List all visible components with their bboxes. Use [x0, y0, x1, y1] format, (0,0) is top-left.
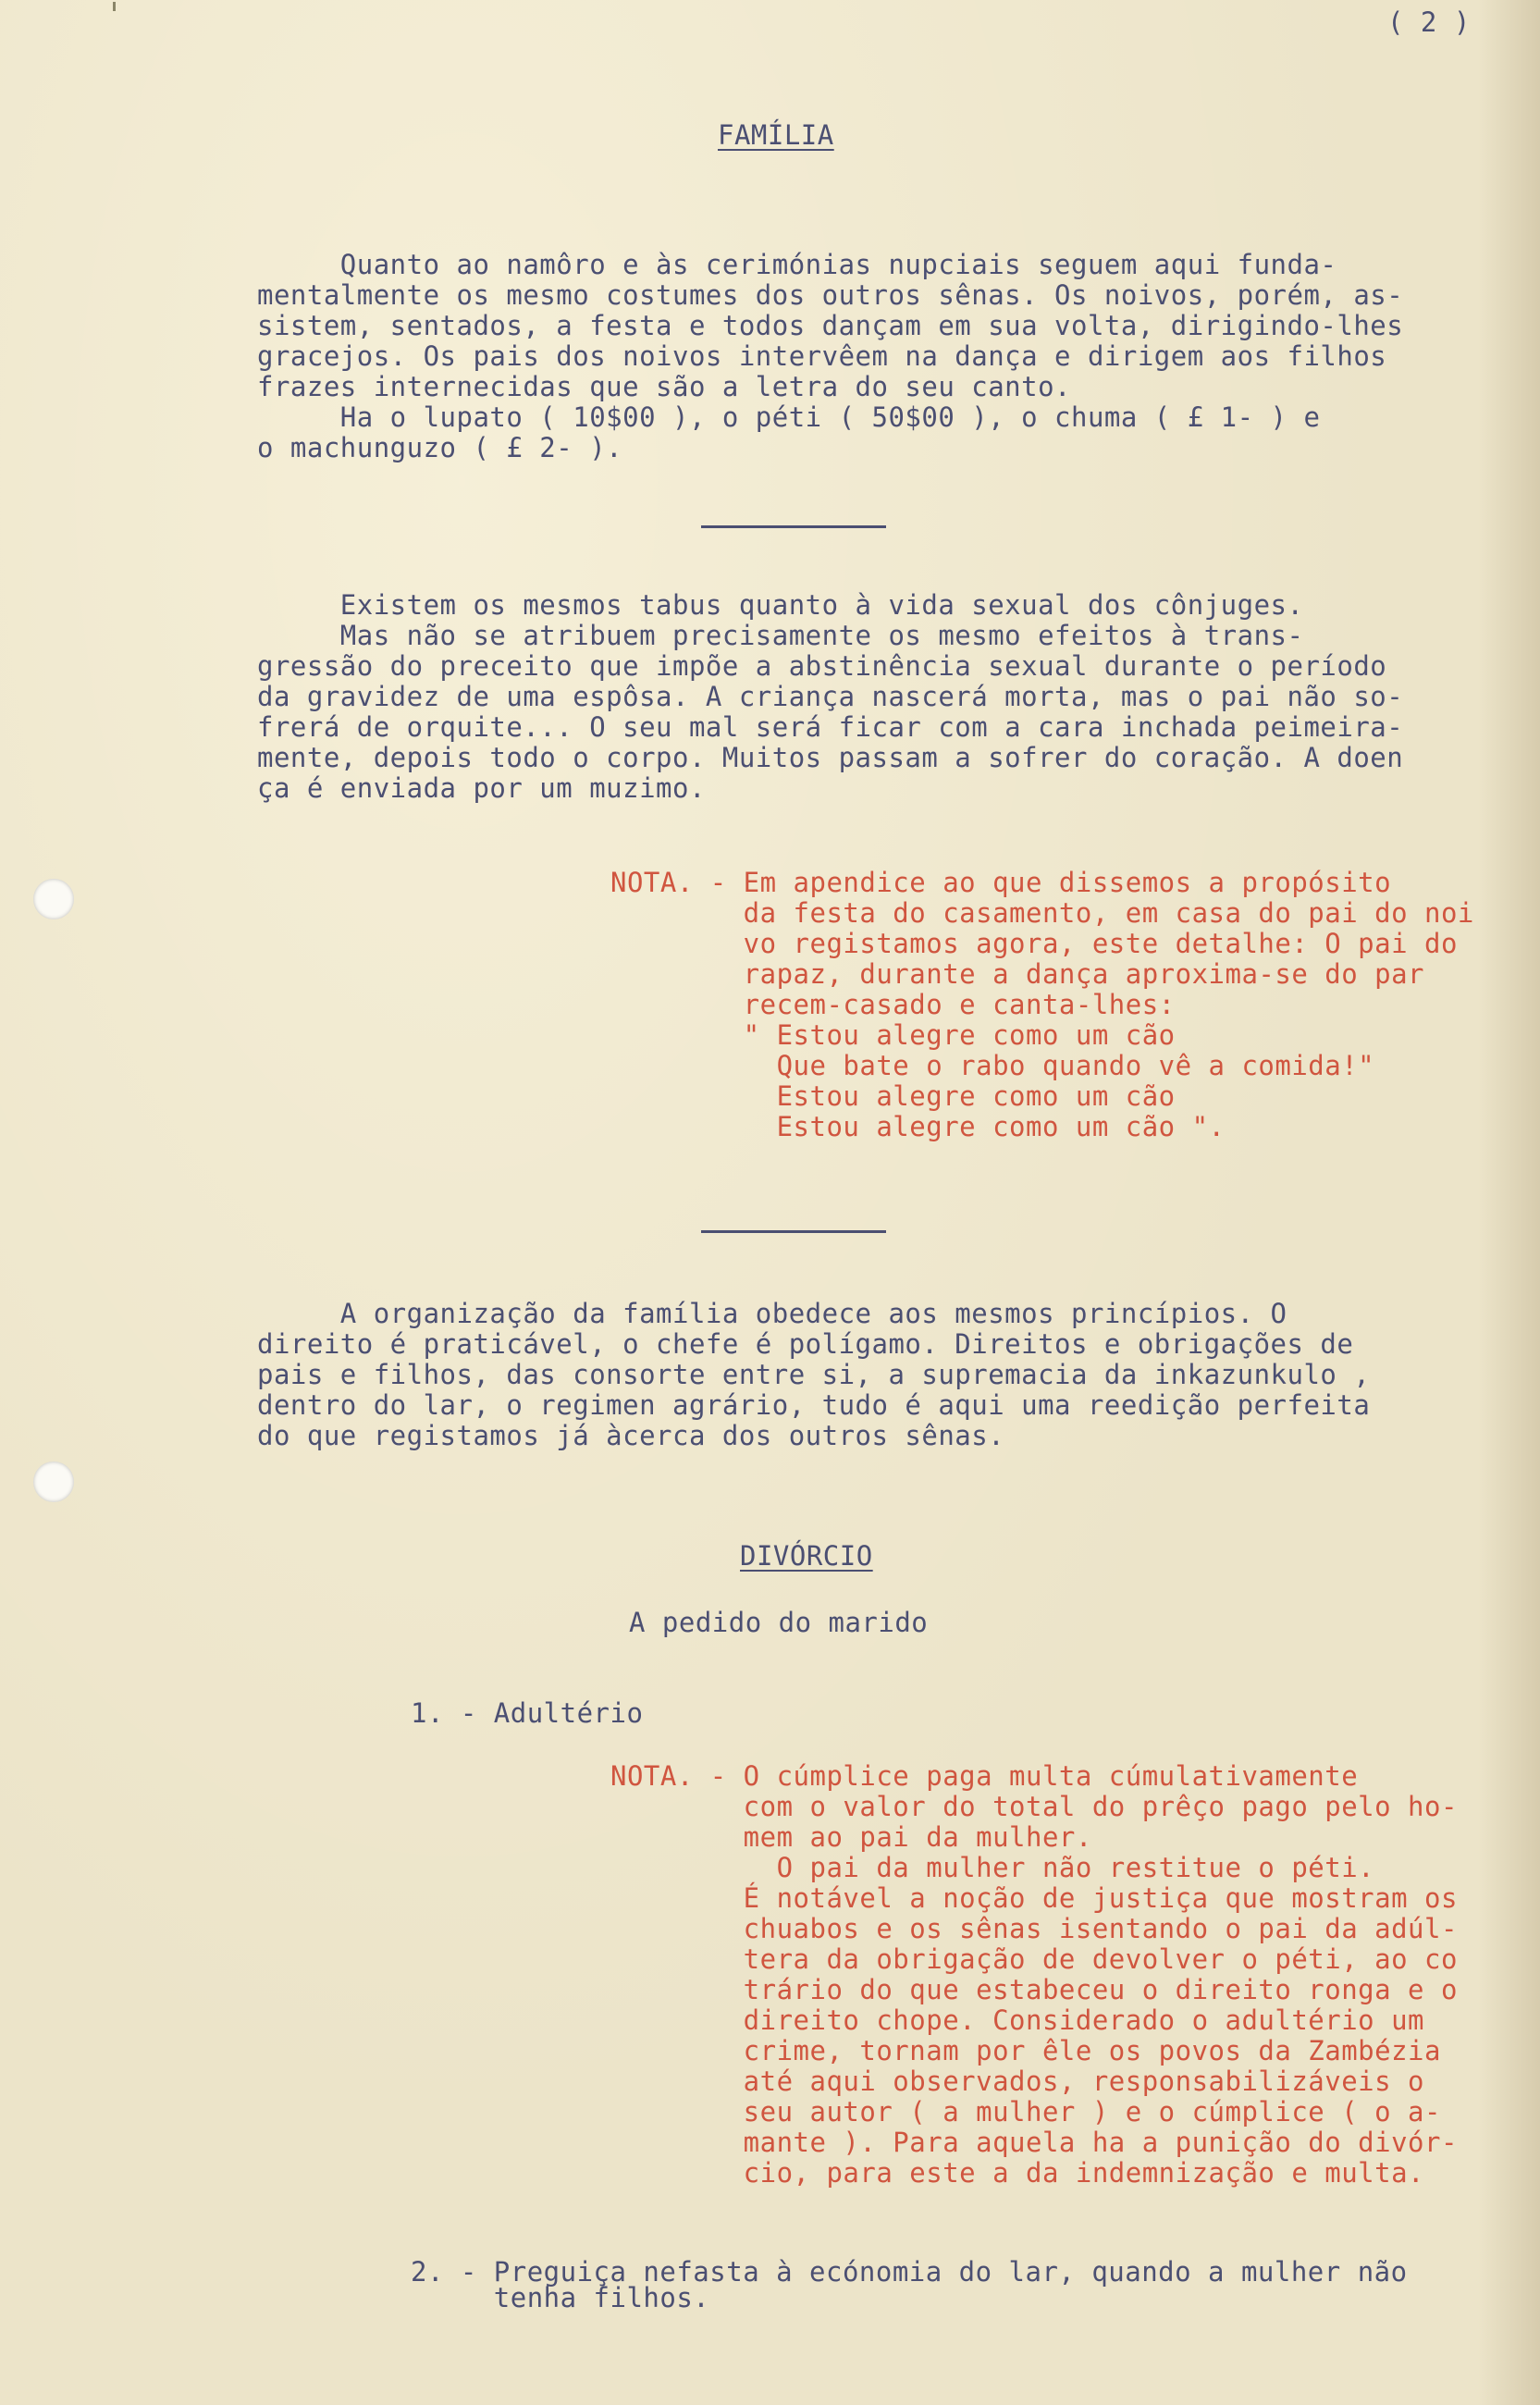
text-line: 2. - Preguiça nefasta à ecónomia do lar, quando a mulher não	[411, 2256, 1408, 2288]
nota-line: direito chope. Considerado o adultério um	[610, 2004, 1425, 2036]
text-line: direito é praticável, o chefe é polígamo. Direitos e obrigações de	[257, 1328, 1354, 1360]
text-line: gracejos. Os pais dos noivos intervêem na dança e dirigem aos filhos	[257, 340, 1387, 372]
nota-line: É notável a noção de justiça que mostram os	[610, 1882, 1458, 1914]
nota-line: Estou alegre como um cão ".	[610, 1111, 1226, 1142]
nota-line: recem-casado e canta-lhes:	[610, 989, 1176, 1020]
text-line: mentalmente os mesmo costumes dos outros sênas. Os noivos, porém, as-	[257, 279, 1404, 311]
text-line: frazes internecidas que são a letra do seu canto.	[257, 371, 1072, 402]
margin-mark	[113, 2, 116, 11]
text-line: do que registamos já àcerca dos outros sênas.	[257, 1420, 1005, 1451]
nota-line: com o valor do total do prêço pago pelo ho-	[610, 1791, 1458, 1822]
nota-line: NOTA. - O cúmplice paga multa cúmulativamente	[610, 1760, 1359, 1792]
list-item-1: 1. - Adultério	[411, 1697, 644, 1729]
text-line: dentro do lar, o regimen agrário, tudo é aqui uma reedição perfeita	[257, 1389, 1371, 1421]
text-line: sistem, sentados, a festa e todos dançam em sua volta, dirigindo-lhes	[257, 310, 1404, 341]
page-number: ( 2 )	[1387, 6, 1471, 38]
nota-line: Que bate o rabo quando vê a comida!"	[610, 1050, 1375, 1081]
nota-line: NOTA. - Em apendice ao que dissemos a propósito	[610, 867, 1392, 898]
nota-line: crime, tornam por êle os povos da Zambézia	[610, 2035, 1441, 2066]
section-divider	[701, 1230, 886, 1233]
punch-hole	[33, 879, 74, 919]
section-subtitle: A pedido do marido	[629, 1607, 929, 1638]
section-title-familia: FAMÍLIA	[718, 119, 834, 151]
text-line: tenha filhos.	[411, 2282, 710, 2313]
nota-line: até aqui observados, responsabilizáveis o	[610, 2066, 1425, 2097]
nota-line: vo registamos agora, este detalhe: O pai do	[610, 928, 1458, 959]
nota-line: seu autor ( a mulher ) e o cúmplice ( o a-	[610, 2096, 1441, 2128]
nota-line: da festa do casamento, em casa do pai do noi	[610, 897, 1474, 929]
text-line: Existem os mesmos tabus quanto à vida sexual dos cônjuges.	[257, 589, 1304, 621]
nota-line: tera da obrigação de devolver o péti, ao co	[610, 1943, 1458, 1975]
nota-line: " Estou alegre como um cão	[610, 1019, 1176, 1051]
section-divider	[701, 525, 886, 528]
text-line: pais e filhos, das consorte entre si, a supremacia da inkazunkulo ,	[257, 1359, 1371, 1390]
text-line: ça é enviada por um muzimo.	[257, 772, 706, 804]
text-line: Mas não se atribuem precisamente os mesmo efeitos à trans-	[257, 620, 1304, 651]
text-line: Quanto ao namôro e às cerimónias nupciais seguem aqui funda-	[257, 249, 1337, 280]
text-line: gressão do preceito que impõe a abstinência sexual durante o período	[257, 650, 1387, 682]
nota-line: trário do que estabeceu o direito ronga e o	[610, 1974, 1458, 2005]
text-line: o machunguzo ( £ 2- ).	[257, 432, 623, 463]
nota-line: mem ao pai da mulher.	[610, 1821, 1092, 1853]
nota-line: mante ). Para aquela ha a punição do divór-	[610, 2127, 1458, 2158]
text-line: mente, depois todo o corpo. Muitos passam a sofrer do coração. A doen	[257, 742, 1404, 773]
punch-hole	[33, 1462, 74, 1502]
nota-line: chuabos e os sênas isentando o pai da adúl-	[610, 1913, 1458, 1944]
text-line: da gravidez de uma espôsa. A criança nascerá morta, mas o pai não so-	[257, 681, 1404, 712]
text-line: Ha o lupato ( 10$00 ), o péti ( 50$00 ), o chuma ( £ 1- ) e	[257, 401, 1321, 433]
nota-line: cio, para este a da indemnização e multa.	[610, 2157, 1425, 2189]
nota-line: rapaz, durante a dança aproxima-se do par	[610, 958, 1425, 990]
nota-line: O pai da mulher não restitue o péti.	[610, 1852, 1375, 1883]
text-line: A organização da família obedece aos mesmos princípios. O	[257, 1298, 1287, 1329]
nota-line: Estou alegre como um cão	[610, 1080, 1176, 1112]
section-title-divorcio: DIVÓRCIO	[740, 1540, 873, 1572]
text-line: frerá de orquite... O seu mal será ficar com a cara inchada peimeira-	[257, 711, 1404, 743]
